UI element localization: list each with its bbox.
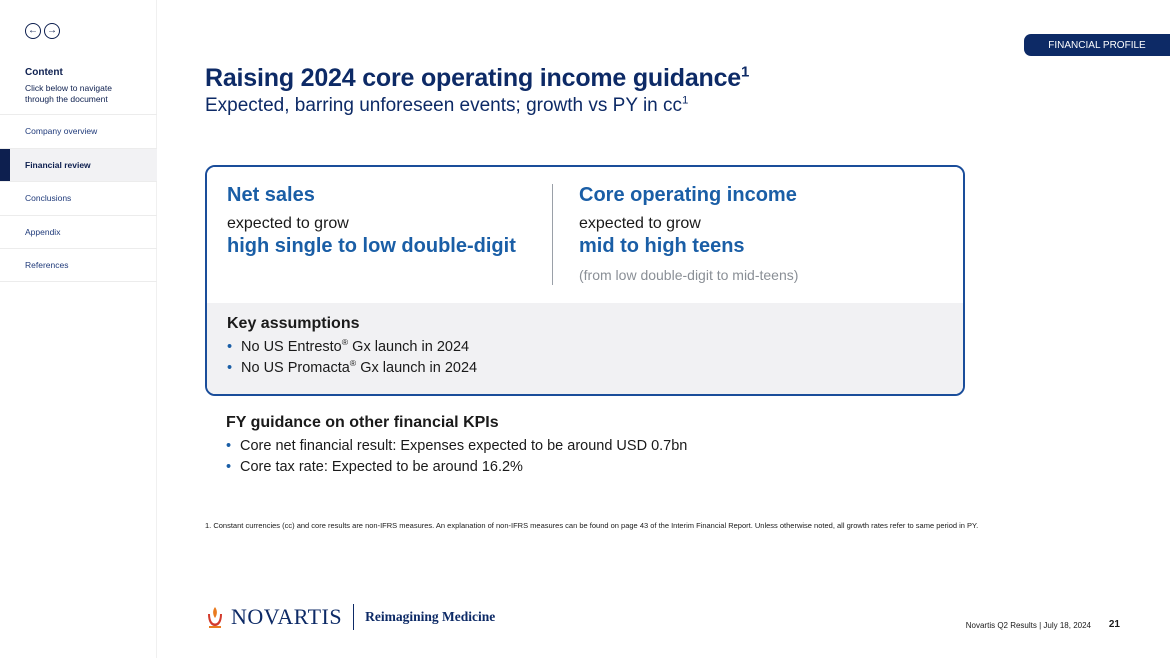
footer-info: Novartis Q2 Results | July 18, 2024 [965,621,1091,630]
core-operating-income-column [579,184,798,283]
page-number: 21 [1108,619,1120,630]
sidebar [0,0,157,658]
sidebar-item-financial-review[interactable]: Financial review [0,148,157,182]
registered-mark: ® [341,337,349,348]
sidebar-item-appendix[interactable]: Appendix [0,215,157,249]
nav-arrows [25,23,60,39]
back-arrow-icon[interactable]: ← [25,23,41,39]
list-item [227,339,943,355]
logo-separator [353,604,354,630]
footnote: 1. Constant currencies (cc) and core results are non-IFRS measures. An explanation of non-IFRS measures can be found on page 43 of the Interim Financial Report. Unless otherwise noted, all growth rates refer to same period in PY. [205,521,979,530]
logo-wordmark: NOVARTIS [231,604,343,629]
fy-guidance-heading: FY guidance on other financial KPIs [226,414,499,431]
key-assumptions-list [227,339,943,376]
novartis-logo [205,604,495,630]
content-title: Content [25,67,63,78]
column-divider [552,184,553,285]
key-assumptions-panel [207,303,963,394]
core-operating-income-lead: expected to grow [579,215,701,232]
core-operating-income-value: mid to high teens [579,235,745,257]
logo-tagline: Reimagining Medicine [365,609,496,624]
title-footnote-marker: 1 [741,63,750,81]
novartis-flame-icon [205,605,225,629]
list-item [227,360,943,376]
sidebar-item-company-overview[interactable]: Company overview [0,114,157,148]
page-subtitle-text: Expected, barring unforeseen events; growth vs PY in cc [205,95,683,116]
page-subtitle [205,95,688,117]
page-title [205,64,749,93]
core-operating-income-note: (from low double-digit to mid-teens) [579,267,799,283]
fy-guidance-list [226,438,946,475]
assumption-text: No US Promacta [241,360,350,376]
net-sales-value: high single to low double-digit [227,235,516,257]
registered-mark: ® [349,358,357,369]
guidance-box [205,165,965,396]
assumption-text-suffix: Gx launch in 2024 [356,360,478,376]
forward-arrow-icon[interactable]: → [44,23,60,39]
nav-list [0,114,157,282]
sidebar-item-references[interactable]: References [0,248,157,282]
sidebar-item-conclusions[interactable]: Conclusions [0,181,157,215]
net-sales-lead: expected to grow [227,215,349,232]
key-assumptions-heading: Key assumptions [227,315,360,332]
fy-guidance-section [226,414,946,480]
page-title-text: Raising 2024 core operating income guidance [205,64,742,92]
assumption-text: No US Entresto [241,339,342,355]
section-tag: FINANCIAL PROFILE [1024,34,1170,56]
subtitle-footnote-marker: 1 [682,94,689,107]
list-item: • Core tax rate: Expected to be around 16.2% [226,459,946,475]
list-item: • Core net financial result: Expenses expected to be around USD 0.7bn [226,438,946,454]
guidance-box-top [207,167,963,303]
assumption-text-suffix: Gx launch in 2024 [348,339,470,355]
content-subtitle: Click below to navigate through the document [25,83,112,104]
net-sales-heading: Net sales [227,184,315,206]
core-operating-income-heading: Core operating income [579,184,797,206]
net-sales-column [227,184,516,258]
